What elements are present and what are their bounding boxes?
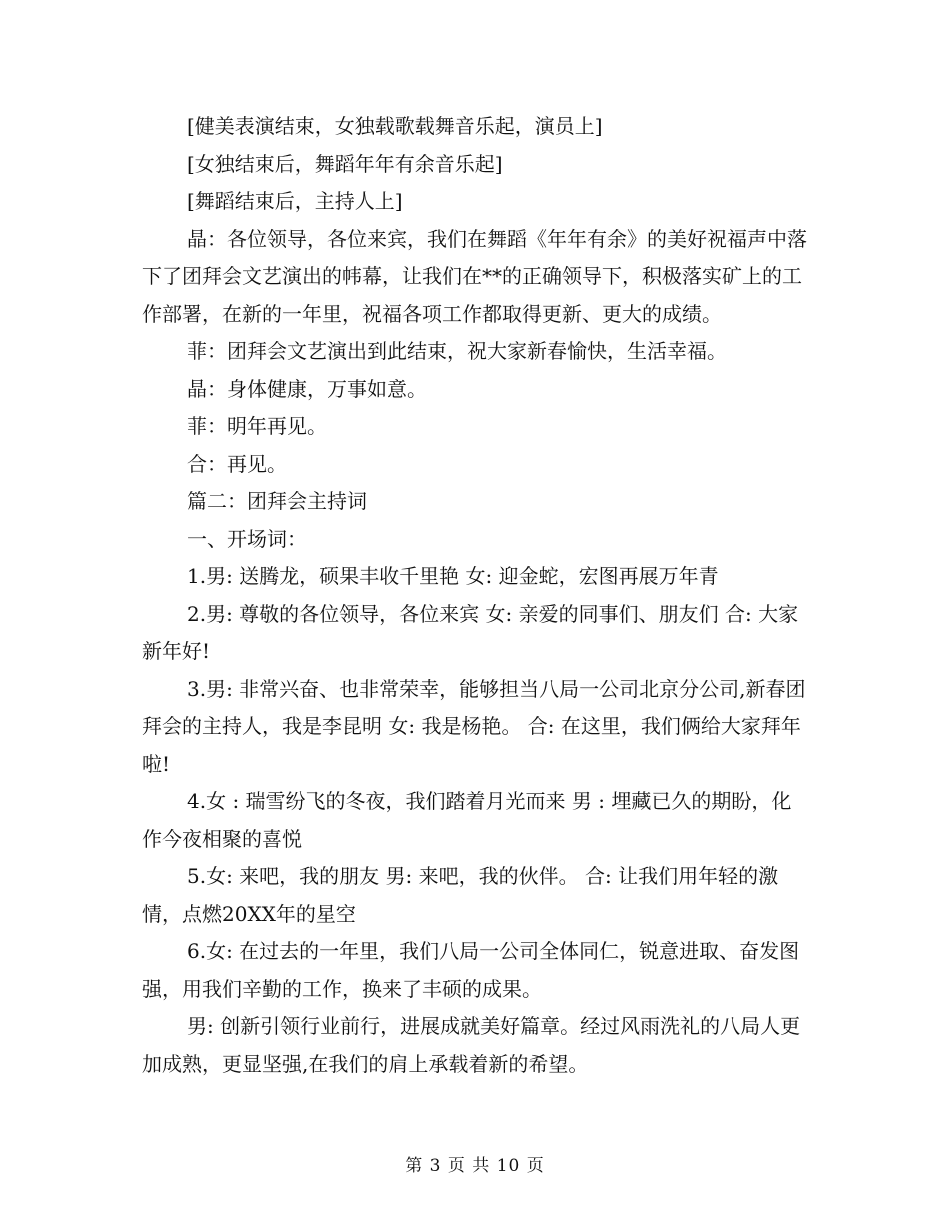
stage-direction: [健美表演结束，女独载歌载舞音乐起，演员上] xyxy=(187,114,603,138)
paragraph: 5.女: 来吧，我的朋友 男: 来吧，我的伙伴。 合: 让我们用年轻的激情，点燃20XX年的星空 xyxy=(142,864,779,926)
paragraph: 晶：各位领导，各位来宾，我们在舞蹈《年年有余》的美好祝福声中落下了团拜会文艺演出的帏幕，让我们在**的正确领导下，积极落实矿上的工作部署，在新的一年里，祝福各项工作都取得更新、更大的成绩。 xyxy=(142,226,807,326)
paragraph: 菲：团拜会文艺演出到此结束，祝大家新春愉快，生活幸福。 xyxy=(187,339,727,363)
paragraph: 1.男: 送腾龙，硕果丰收千里艳 女: 迎金蛇，宏图再展万年青 xyxy=(187,564,719,588)
page-footer: 第 3 页 共 10 页 xyxy=(405,1156,545,1176)
paragraph: 3.男: 非常兴奋、也非常荣幸，能够担当八局一公司北京分公司,新春团拜会的主持人，我是李昆明 女: 我是杨艳。 合: 在这里，我们俩给大家拜年啦! xyxy=(142,676,806,776)
paragraph: 男: 创新引领行业前行，进展成就美好篇章。经过风雨洗礼的八局人更加成熟，更显坚强,在我们的肩上承载着新的希望。 xyxy=(142,1014,801,1076)
paragraph: 菲：明年再见。 xyxy=(187,414,327,438)
stage-direction: [女独结束后，舞蹈年年有余音乐起] xyxy=(187,151,503,176)
paragraph: 合：再见。 xyxy=(187,451,287,476)
document-body xyxy=(142,108,810,1083)
paragraph: 晶：身体健康，万事如意。 xyxy=(187,376,427,401)
section-heading: 篇二：团拜会主持词 xyxy=(187,489,367,513)
paragraph: 4.女 : 瑞雪纷飞的冬夜，我们踏着月光而来 男 : 埋藏已久的期盼，化作今夜相聚的喜悦 xyxy=(142,789,792,851)
stage-direction: [舞蹈结束后，主持人上] xyxy=(187,189,403,213)
subsection-heading: 一、开场词： xyxy=(187,526,307,551)
paragraph: 6.女: 在过去的一年里，我们八局一公司全体同仁，锐意进取、奋发图强，用我们辛勤的工作，换来了丰硕的成果。 xyxy=(142,939,800,1001)
paragraph: 2.男: 尊敬的各位领导，各位来宾 女: 亲爱的同事们、朋友们 合: 大家新年好! xyxy=(142,601,799,663)
